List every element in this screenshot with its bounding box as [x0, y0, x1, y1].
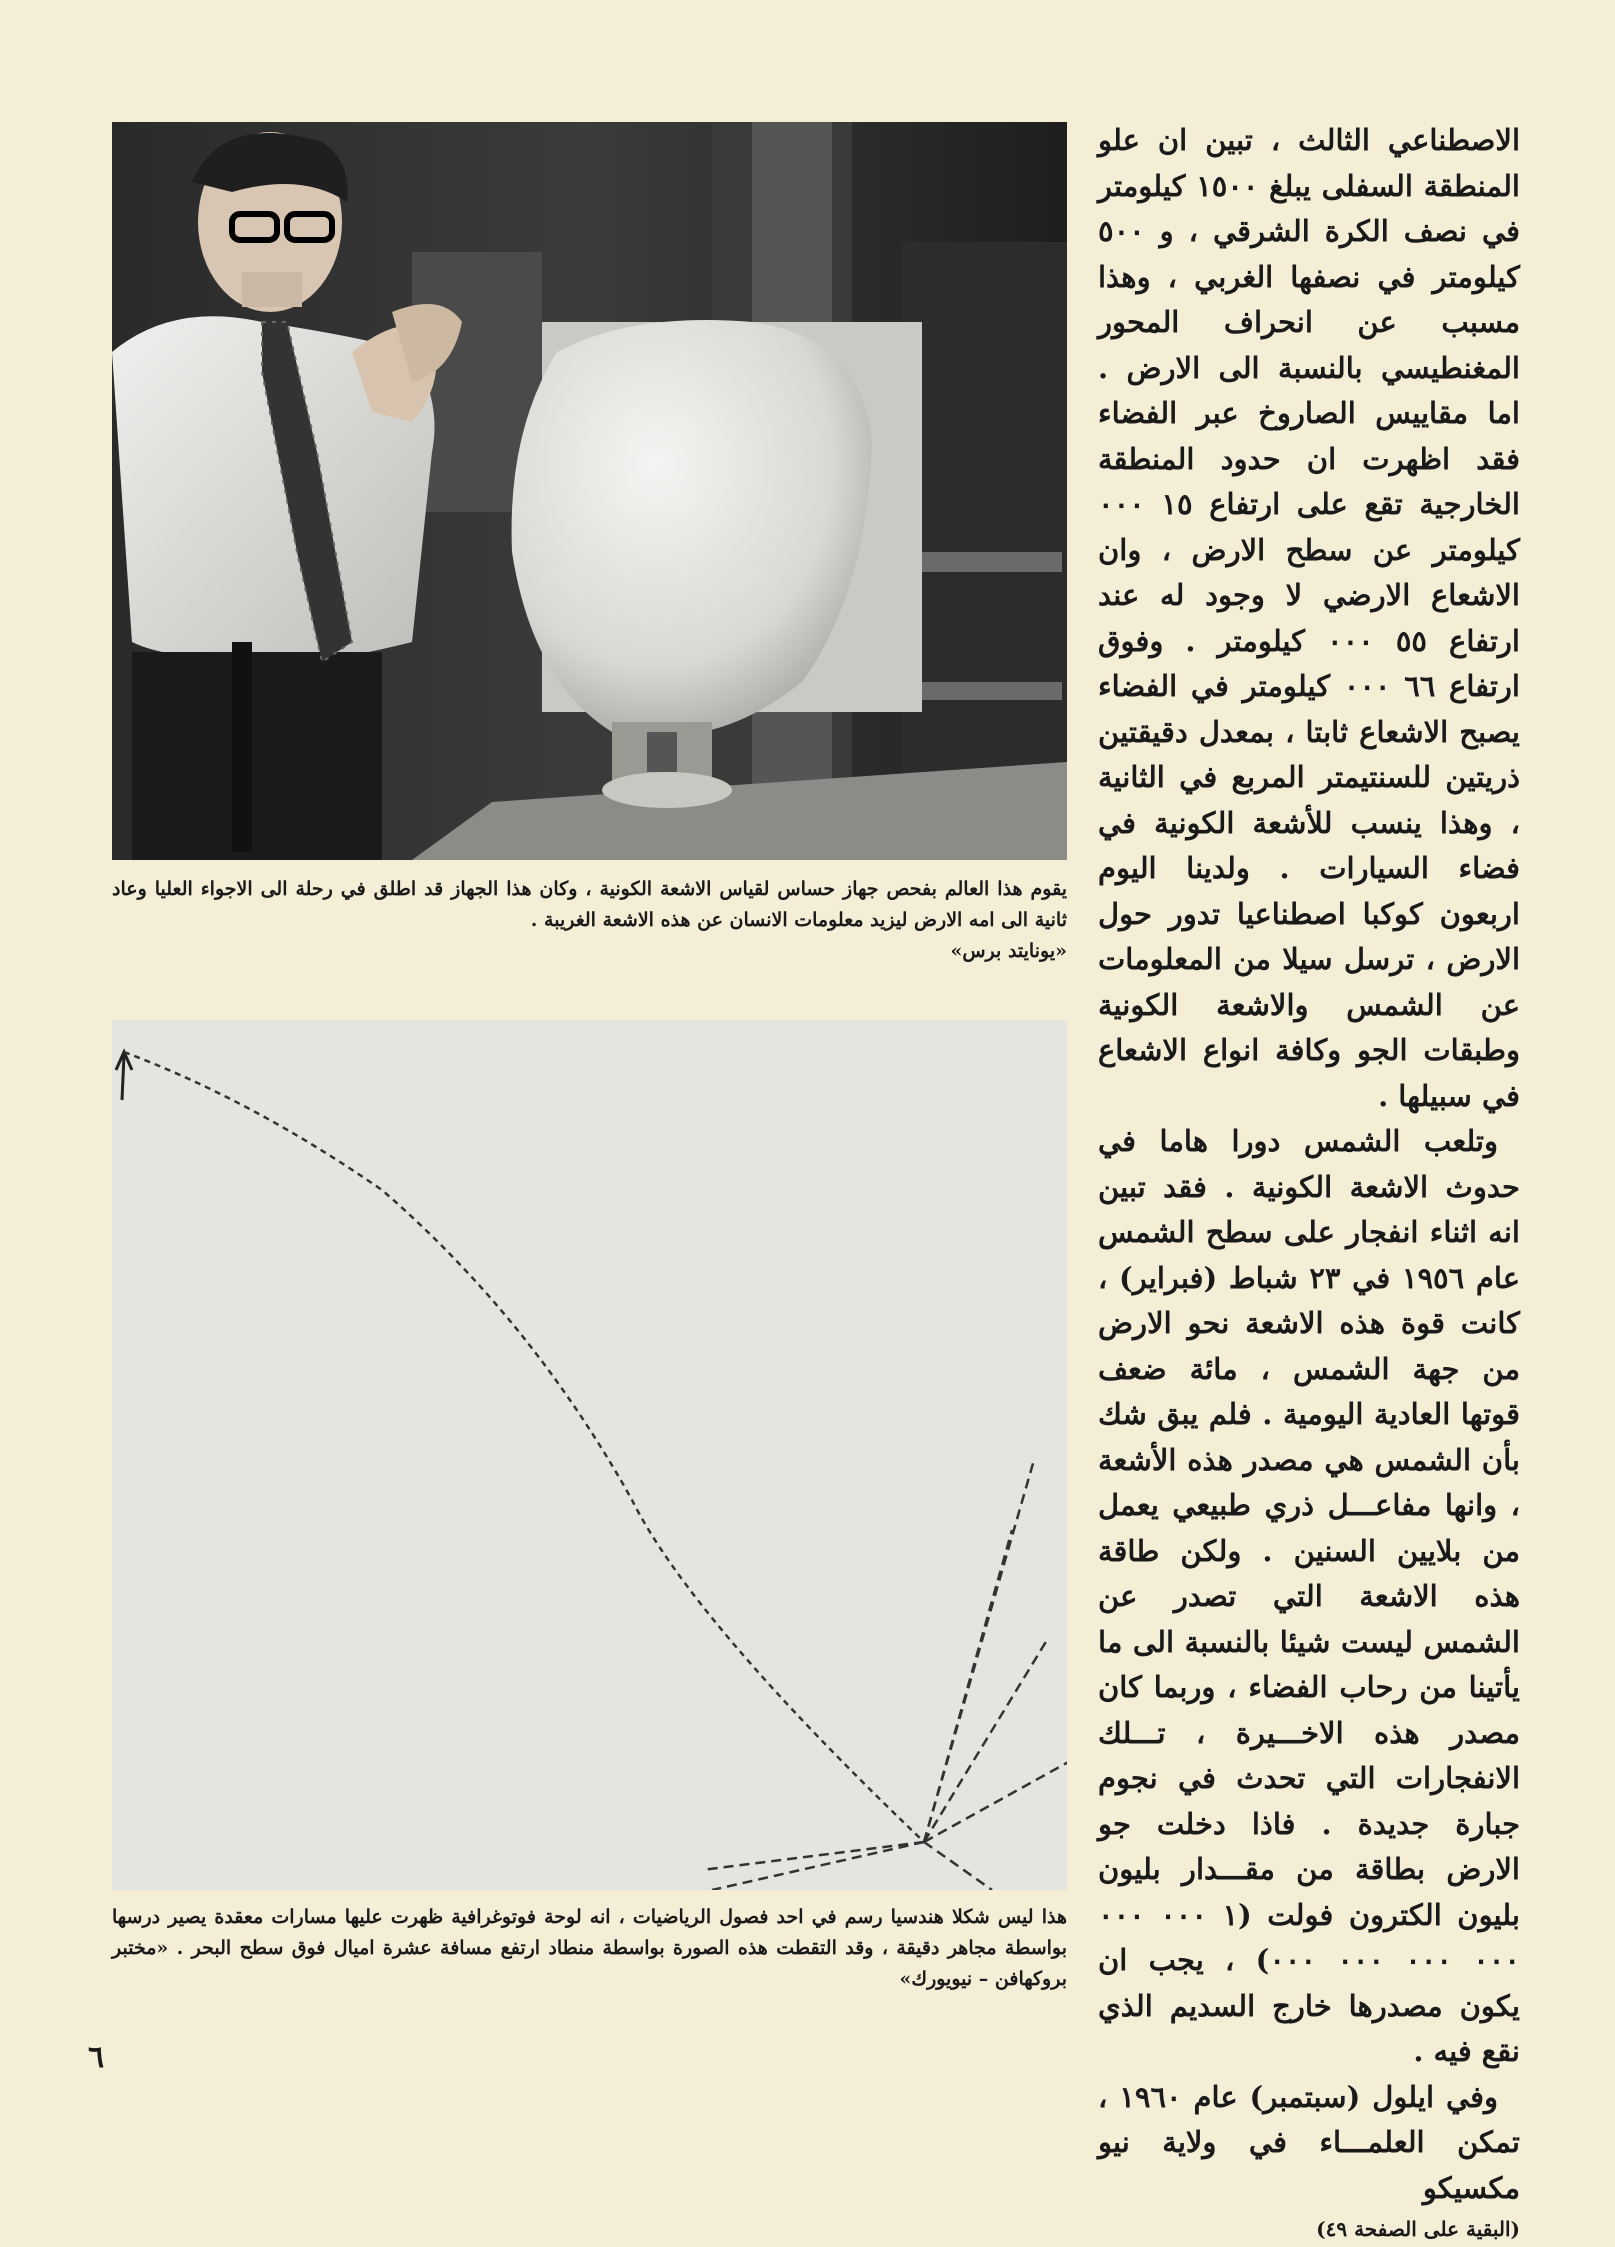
trace-caption-credit: «مختبر بروكهافن – نيويورك»: [112, 1937, 1067, 1990]
photo-caption-credit: «يونايتد برس»: [950, 940, 1067, 962]
continued-note: (البقية على الصفحة ٤٩): [1316, 2217, 1520, 2241]
photo-caption-text: يقوم هذا العالم بفحص جهاز حساس لقياس الاشعة الكونية ، وكان هذا الجهاز قد اطلق في رحلة الى الاجواء العليا وعاد ثانية الى امه الارض ليزيد معلومات الانسان عن هذه الاشعة الغريبة .: [112, 878, 1067, 931]
scientist-photo: [112, 122, 1067, 860]
photo-caption: [112, 874, 1067, 967]
article-paragraph-1: الاصطناعي الثالث ، تبين ان علو المنطقة السفلى يبلغ ١٥٠٠ كيلومتر في نصف الكرة الشرقي ، و ٥٠٠ كيلومتر في نصفها الغربي ، وهذا مسبب عن انحراف المحور المغنطيسي بالنسبة الى الارض . اما مقاييس الصاروخ عبر الفضاء فقد اظهرت ان حدود المنطقة الخارجية تقع على ارتفاع ١٥ ٠٠٠ كيلومتر عن سطح الارض ، وان الاشعاع الارضي لا وجود له عند ارتفاع ٥٥ ٠٠٠ كيلومتر . وفوق ارتفاع ٦٦ ٠٠٠ كيلومتر في الفضاء يصبح الاشعاع ثابتا ، بمعدل دقيقتين ذريتين للسنتيمتر المربع في الثانية ، وهذا ينسب للأشعة الكونية في فضاء السيارات . ولدينا اليوم اربعون كوكبا اصطناعيا تدور حول الارض ، ترسل سيلا من المعلومات عن الشمس والاشعة الكونية وطبقات الجو وكافة انواع الاشعاع في سبيلها .: [1098, 123, 1520, 1113]
article-paragraph-2: وتلعب الشمس دورا هاما في حدوث الاشعة الكونية . فقد تبين انه اثناء انفجار على سطح الشمس عام ١٩٥٦ في ٢٣ شباط (فبراير) ، كانت قوة هذه الاشعة نحو الارض من جهة الشمس ، مائة ضعف قوتها العادية اليومية . فلم يبق شك بأن الشمس هي مصدر هذه الأشعة ، وانها مفاعـــل ذري طبيعي يعمل من بلايين السنين . ولكن طاقة هذه الاشعة التي تصدر عن الشمس ليست شيئا بالنسبة الى ما يأتينا من رحاب الفضاء ، وربما كان مصدر هذه الاخـــيرة ، تـــلك الانفجارات التي تحدث في نجوم جبارة جديدة . فاذا دخلت جو الارض بطاقة من مقـــدار بليون بليون الكترون فولت (١ ٠٠٠ ٠٠٠ ٠٠٠ ٠٠٠ ٠٠٠ ٠٠٠) ، يجب ان يكون مصدرها خارج السديم الذي نقع فيه .: [1098, 1124, 1521, 2068]
page-number: ٦: [88, 2040, 105, 2075]
particle-track-plate: [112, 1020, 1067, 1890]
article-column: [1098, 118, 1520, 2247]
article-paragraph-3: وفي ايلول (سبتمبر) عام ١٩٦٠ ، تمكن العلمـــاء في ولاية نيو مكسيكو: [1098, 2079, 1520, 2205]
plate-arrow-shaft: [122, 1055, 124, 1100]
trace-caption-text: هذا ليس شكلا هندسيا رسم في احد فصول الرياضيات ، انه لوحة فوتوغرافية ظهرت عليها مسارات معقدة يصير درسها بواسطة مجاهر دقيقة ، وقد التقطت هذه الصورة بواسطة منطاد ارتفع مسافة عشرة اميال فوق سطح البحر .: [112, 1906, 1068, 1959]
trace-caption: [112, 1902, 1067, 1995]
